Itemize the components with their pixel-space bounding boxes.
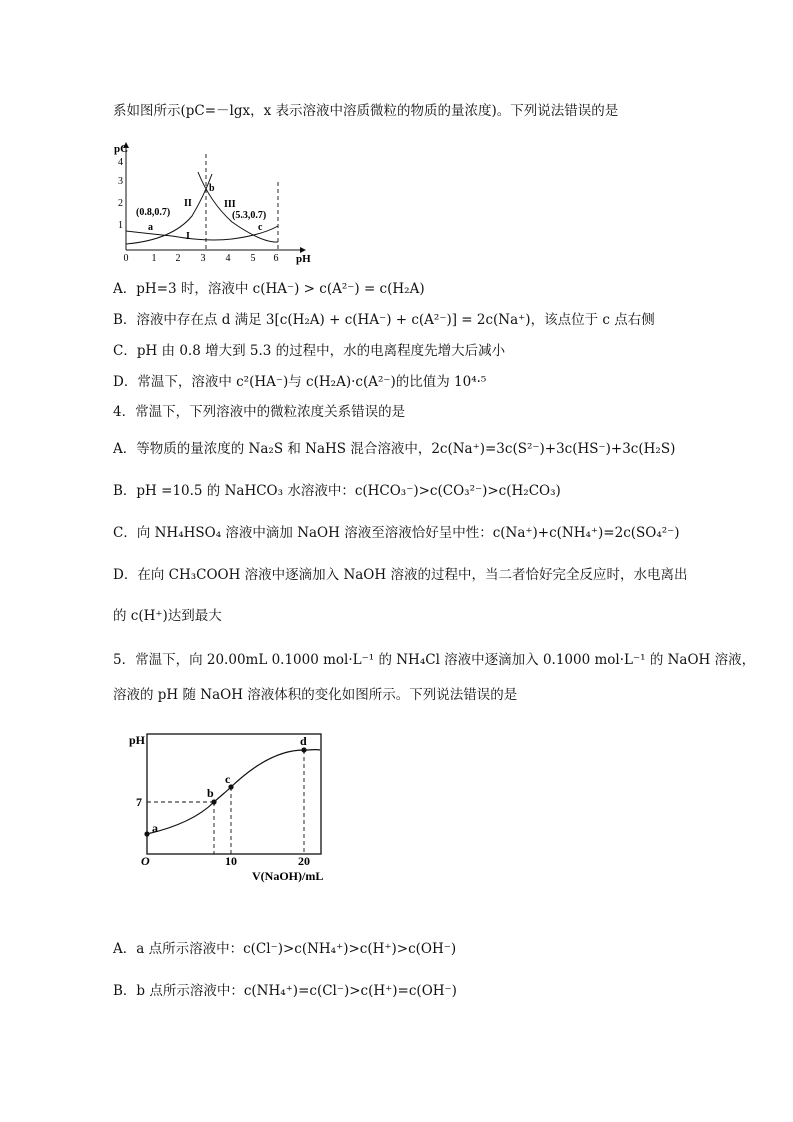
q3-point-c: c	[258, 222, 263, 233]
q4-option-a: A．等物质的量浓度的 Na₂S 和 NaHS 混合溶液中，2c(Na⁺)=3c(S²⁻)+3c(HS⁻)+3c(H₂S)	[113, 441, 676, 457]
q3-curve-label-III: III	[224, 199, 236, 210]
q5-point-b: b	[207, 786, 214, 800]
q3-y-tick: 1	[118, 220, 123, 231]
q5-chart	[128, 728, 338, 884]
q5-x-tick-10: 10	[225, 854, 237, 868]
q5-origin-label: O	[141, 854, 150, 868]
q5-point-b-marker	[211, 799, 216, 804]
q5-option-b: B．b 点所示溶液中：c(NH₄⁺)=c(Cl⁻)>c(H⁺)=c(OH⁻)	[113, 983, 457, 999]
q5-y-axis-label: pH	[129, 733, 146, 747]
q5-point-a-marker	[144, 831, 149, 836]
q3-option-a: A．pH=3 时，溶液中 c(HA⁻) > c(A²⁻) = c(H₂A)	[113, 281, 425, 297]
q3-x-axis-label: pH	[296, 253, 311, 265]
q3-x-tick: 2	[175, 253, 181, 264]
q3-coord-c: (5.3,0.7)	[232, 210, 267, 221]
q3-chart	[112, 138, 312, 266]
q4-stem: 4．常温下，下列溶液中的微粒浓度关系错误的是	[113, 404, 406, 420]
q3-point-b: b	[209, 183, 215, 194]
q3-option-d: D．常温下，溶液中 c²(HA⁻)与 c(H₂A)·c(A²⁻)的比值为 10⁴·⁵	[113, 374, 487, 390]
q3-x-tick: 1	[151, 253, 157, 264]
q5-x-tick-20: 20	[298, 854, 310, 868]
q5-x-axis-label: V(NaOH)/mL	[252, 869, 324, 883]
q5-point-c: c	[225, 772, 231, 786]
q3-y-tick: 4	[118, 157, 123, 168]
q3-stem-tail: 系如图所示(pC=－lgx，x 表示溶液中溶质微粒的物质的量浓度)。下列说法错误的是	[113, 103, 619, 119]
q5-stem-line1: 5．常温下，向 20.00mL 0.1000 mol·L⁻¹ 的 NH₄Cl 溶液中逐滴加入 0.1000 mol·L⁻¹ 的 NaOH 溶液，	[113, 652, 756, 668]
q3-x-tick: 6	[273, 253, 279, 264]
q3-option-c: C．pH 由 0.8 增大到 5.3 的过程中，水的电离程度先增大后减小	[113, 343, 506, 359]
q3-y-tick: 3	[118, 176, 123, 187]
q3-coord-a: (0.8,0.7)	[136, 207, 171, 218]
q3-x-tick: 3	[200, 253, 206, 264]
q4-option-d-line2: 的 c(H⁺)达到最大	[113, 608, 222, 624]
q3-x-tick: 0	[123, 253, 129, 264]
q3-option-b: B．溶液中存在点 d 满足 3[c(H₂A) + c(HA⁻) + c(A²⁻)] = 2c(Na⁺)，该点位于 c 点右侧	[113, 312, 655, 328]
q4-option-d-line1: D．在向 CH₃COOH 溶液中逐滴加入 NaOH 溶液的过程中，当二者恰好完全反应时，水电离出	[113, 567, 688, 583]
q5-titration-curve	[147, 750, 320, 834]
q5-y-tick-7: 7	[136, 795, 142, 809]
q5-stem-line2: 溶液的 pH 随 NaOH 溶液体积的变化如图所示。下列说法错误的是	[113, 687, 518, 703]
q3-y-axis-label: pC	[114, 143, 129, 155]
q3-point-a: a	[148, 222, 153, 233]
q5-point-d: d	[300, 734, 307, 748]
q5-option-a: A．a 点所示溶液中：c(Cl⁻)>c(NH₄⁺)>c(H⁺)>c(OH⁻)	[113, 941, 457, 957]
q4-option-c: C．向 NH₄HSO₄ 溶液中滴加 NaOH 溶液至溶液恰好呈中性：c(Na⁺)+c(NH₄⁺)=2c(SO₄²⁻)	[113, 525, 680, 541]
q3-x-tick: 4	[225, 253, 231, 264]
q3-x-tick: 5	[250, 253, 256, 264]
q4-option-b: B．pH =10.5 的 NaHCO₃ 水溶液中：c(HCO₃⁻)>c(CO₃²⁻)>c(H₂CO₃)	[113, 483, 561, 499]
q5-point-a: a	[152, 821, 158, 835]
q3-curve-label-II: II	[184, 198, 192, 209]
q3-y-tick: 2	[118, 198, 123, 209]
q3-curve-label-I: I	[186, 231, 190, 242]
q5-point-d-marker	[301, 747, 306, 752]
